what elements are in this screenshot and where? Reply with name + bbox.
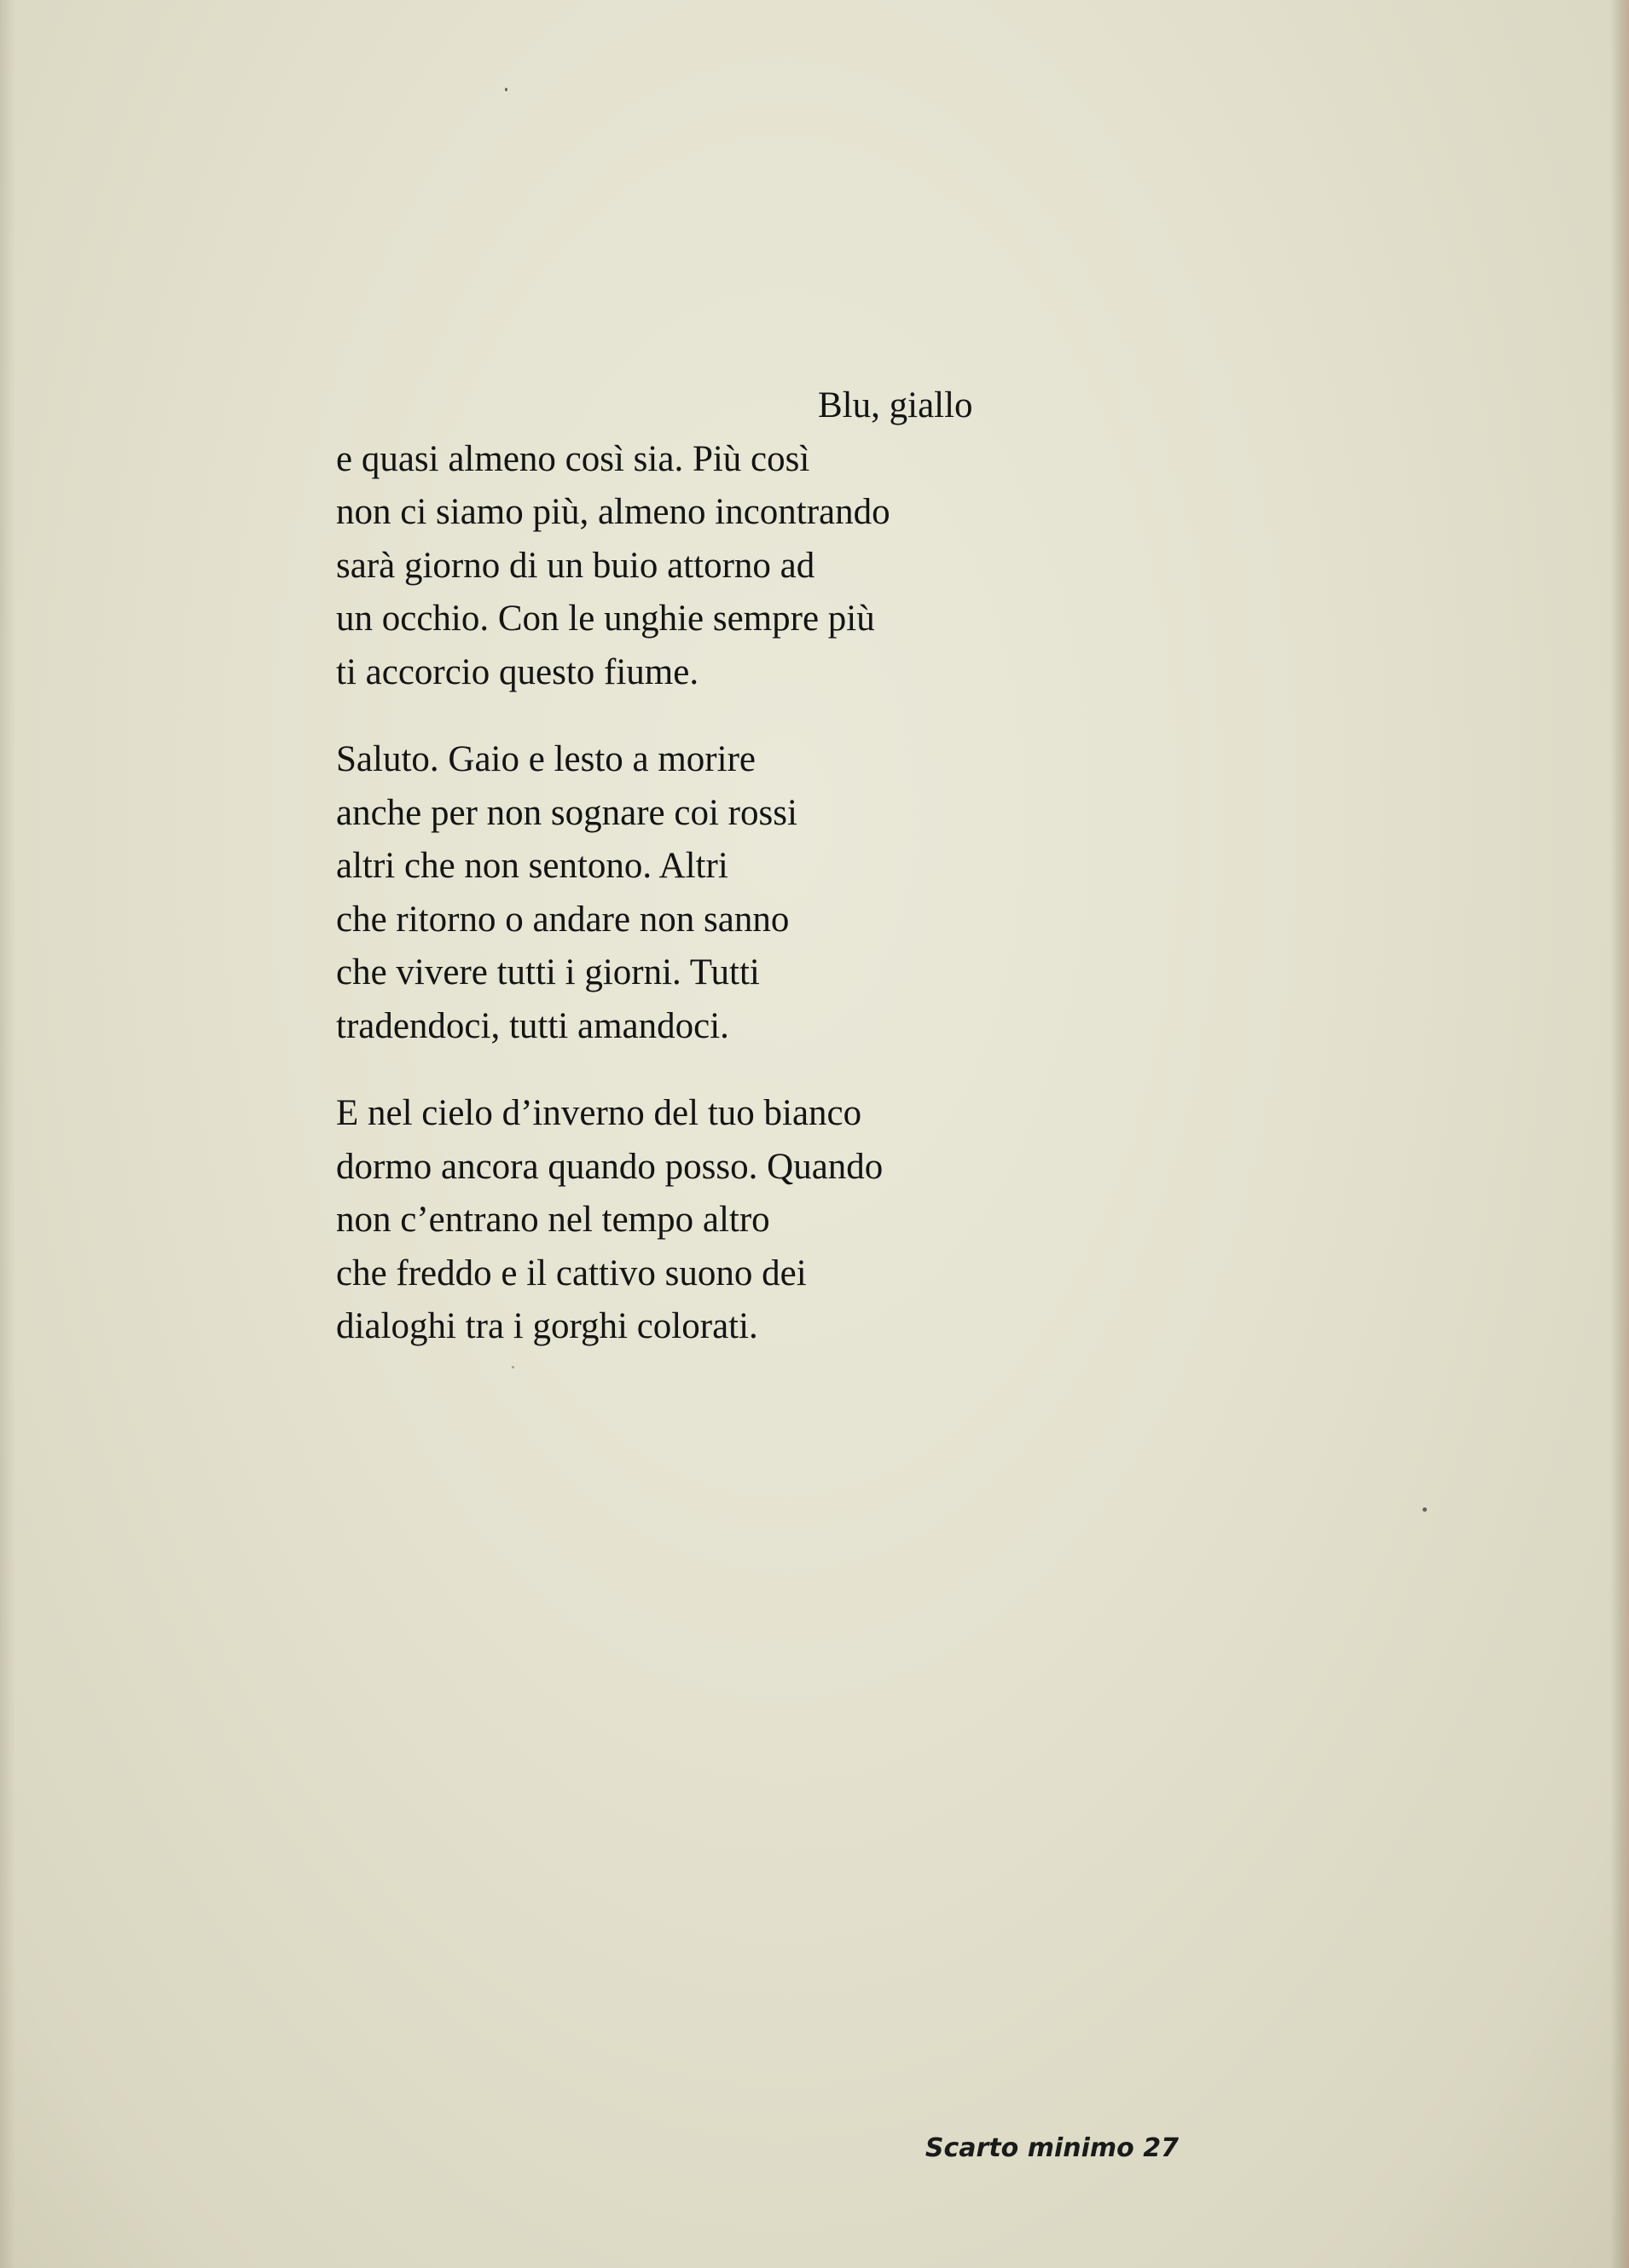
- paper-speck: [1423, 1507, 1427, 1512]
- poem-line: sarà giorno di un buio attorno ad: [336, 545, 815, 586]
- stanza-1: [336, 379, 1104, 699]
- poem-line: ti accorcio questo fiume.: [336, 651, 699, 692]
- poem-line: anche per non sognare coi rossi: [336, 792, 797, 833]
- poem-line: dialoghi tra i gorghi colorati.: [336, 1306, 758, 1346]
- poem-line: dormo ancora quando posso. Quando: [336, 1146, 884, 1187]
- running-title: Scarto minimo: [925, 2133, 1134, 2163]
- poem-line: che vivere tutti i giorni. Tutti: [336, 952, 760, 992]
- stanza-2: [336, 733, 1104, 1053]
- poem-line: E nel cielo d’inverno del tuo bianco: [336, 1093, 862, 1133]
- poem-line: altri che non sentono. Altri: [336, 846, 728, 886]
- page-right-edge: [1610, 0, 1629, 2268]
- poem-line: e quasi almeno così sia. Più così: [336, 438, 810, 479]
- poem-line: Saluto. Gaio e lesto a morire: [336, 739, 756, 779]
- poem-line: non c’entrano nel tempo altro: [336, 1200, 770, 1240]
- poem-line: Blu, giallo: [818, 385, 973, 425]
- poem-line: un occhio. Con le unghie sempre più: [336, 599, 875, 639]
- paper-speck: [505, 88, 507, 91]
- poem-line: non ci siamo più, almeno incontrando: [336, 492, 890, 532]
- stanza-3: [336, 1087, 1104, 1354]
- page-footer: [925, 2133, 1179, 2163]
- page-left-shadow: [0, 0, 15, 2268]
- poem-line: tradendoci, tutti amandoci.: [336, 1005, 729, 1046]
- poem-line: che ritorno o andare non sanno: [336, 899, 790, 940]
- poem-line: che freddo e il cattivo suono dei: [336, 1253, 807, 1293]
- poem: [336, 379, 1104, 1388]
- page-number: 27: [1143, 2133, 1179, 2163]
